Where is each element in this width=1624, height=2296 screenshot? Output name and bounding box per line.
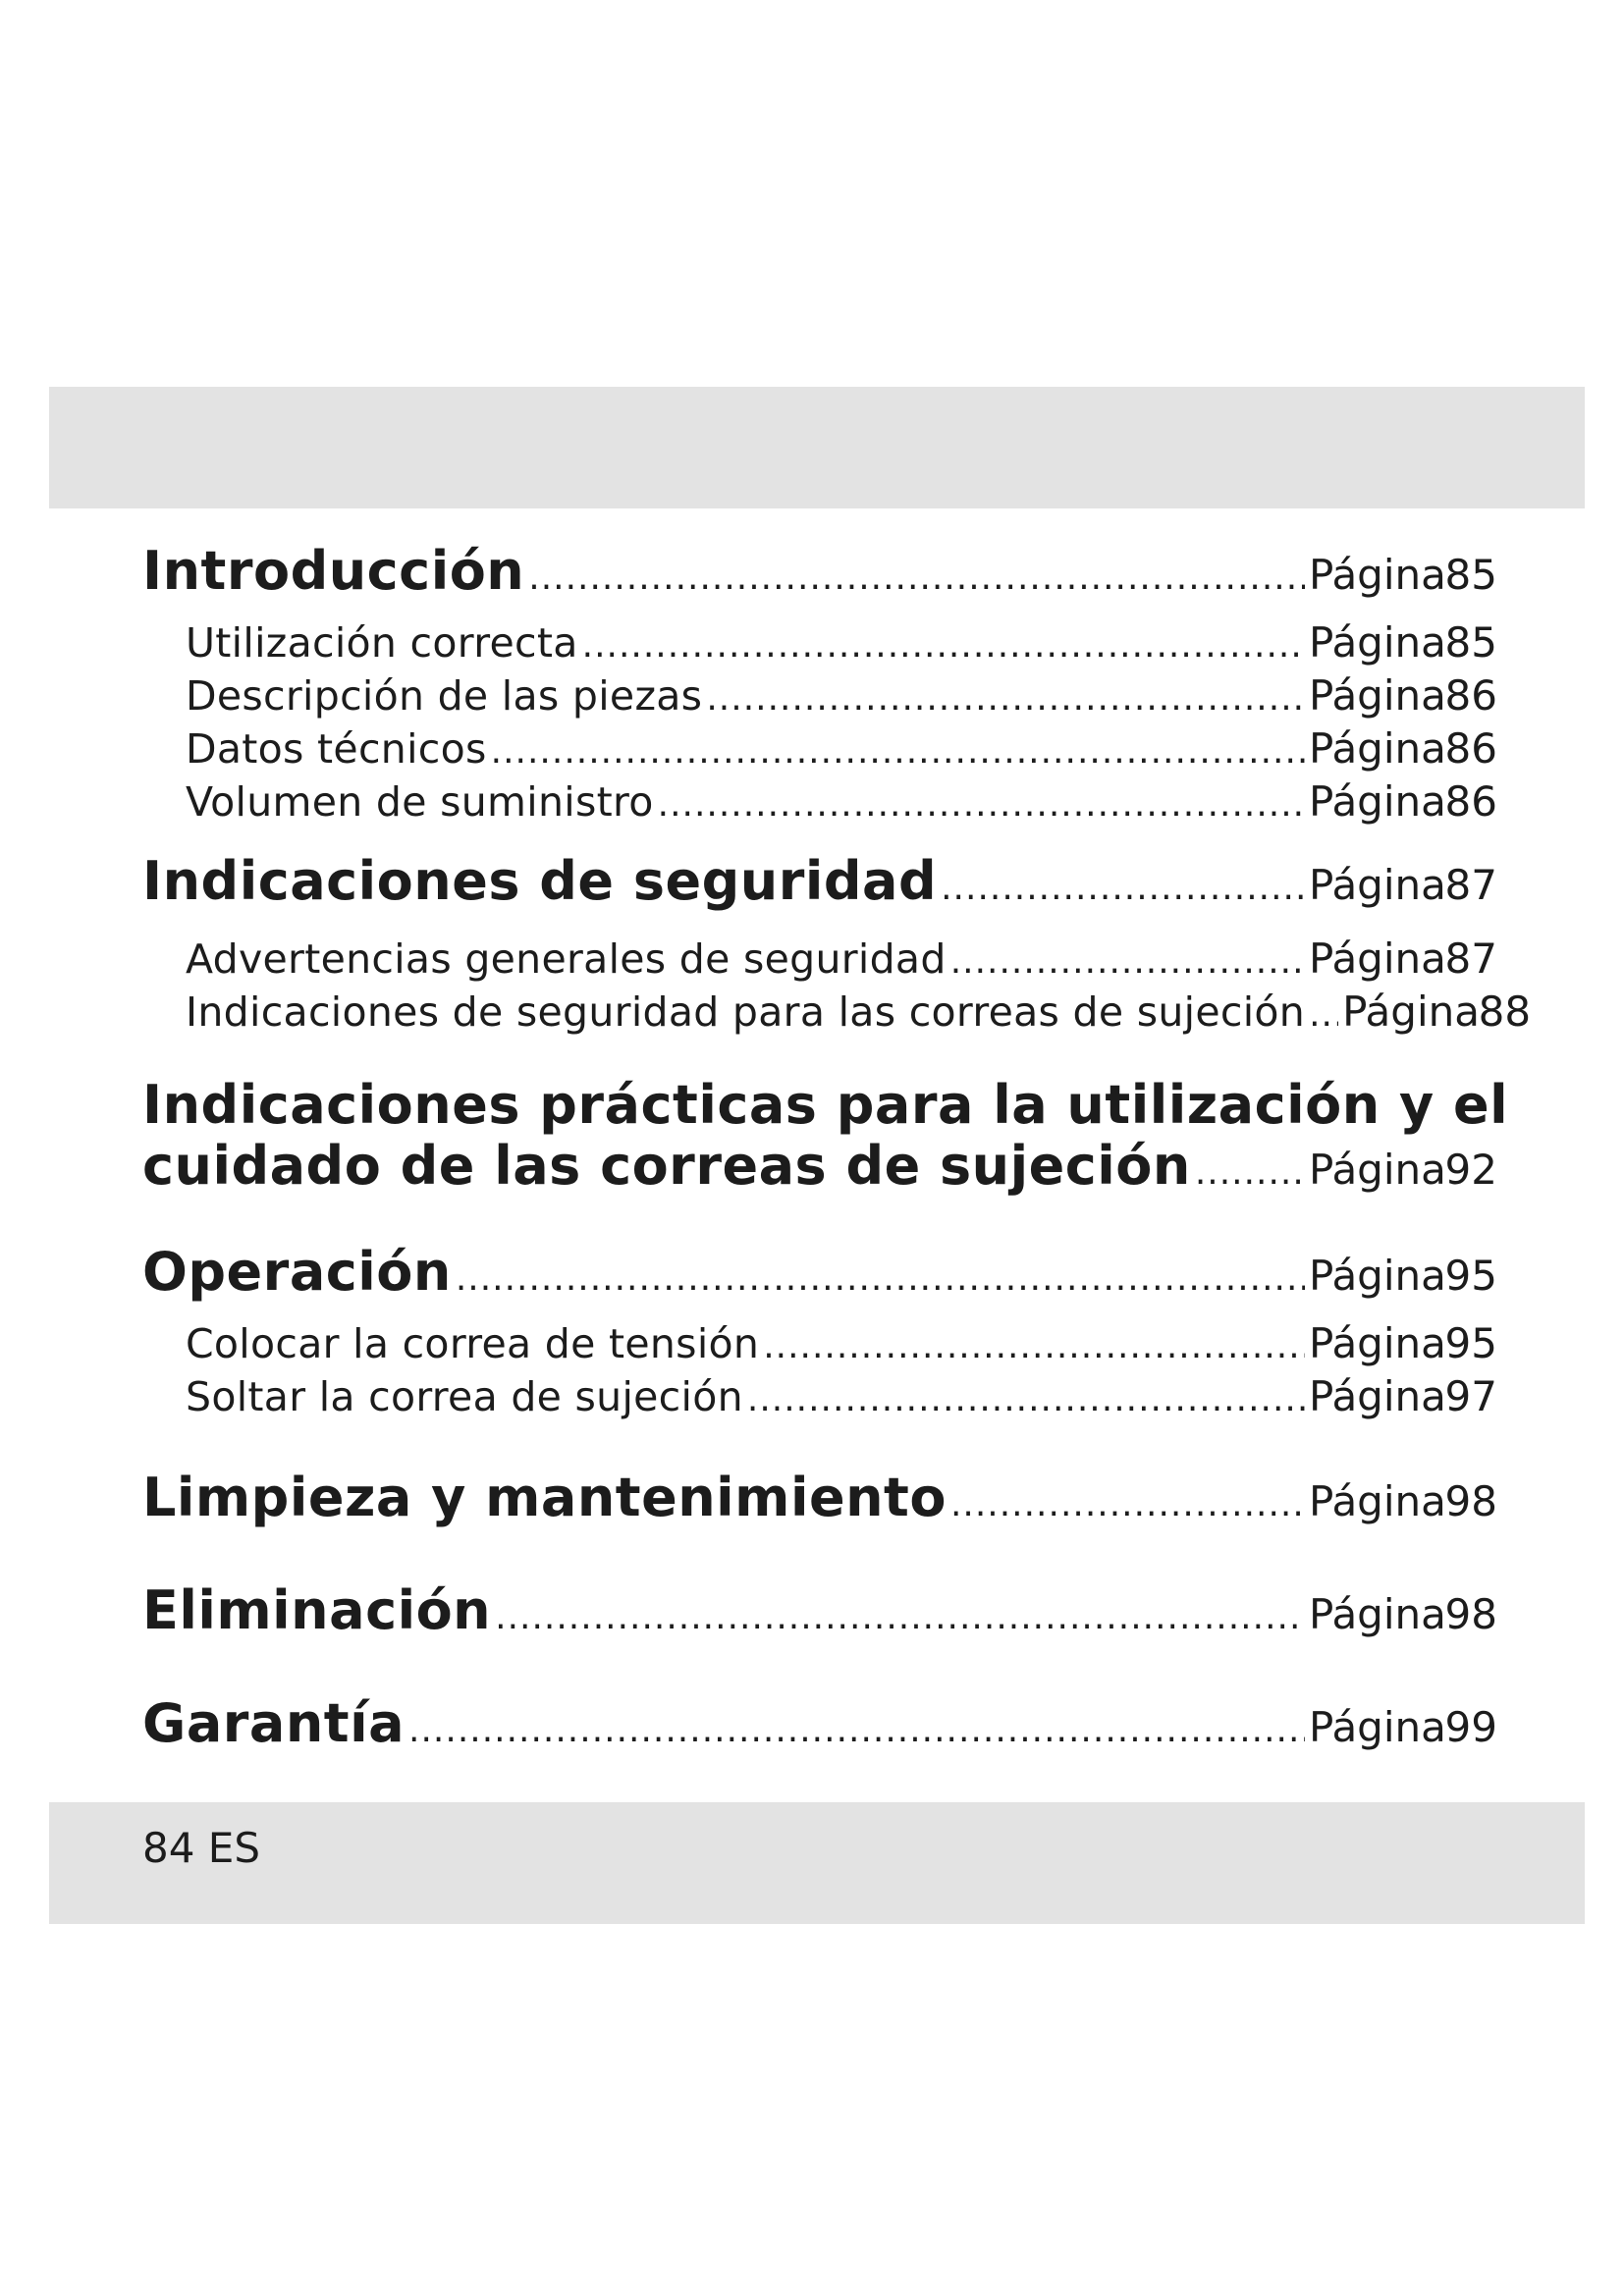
toc-entry-title-line2: cuidado de las correas de sujeción <box>142 1135 1191 1197</box>
toc-entry-title: Datos técnicos <box>186 725 487 773</box>
toc-entry-garantia[interactable] <box>142 1692 1497 1771</box>
table-of-contents <box>142 540 1532 1771</box>
toc-leader-dots <box>408 1710 1305 1750</box>
toc-page-label: Página <box>1309 618 1446 667</box>
header-band <box>49 387 1585 508</box>
toc-entry-title: Limpieza y mantenimiento <box>142 1467 947 1528</box>
toc-page-label: Página <box>1309 671 1446 720</box>
toc-page-label: Página <box>1342 988 1480 1036</box>
toc-page-number: 98 <box>1444 1590 1497 1638</box>
toc-leader-dots <box>950 941 1305 982</box>
toc-leader-dots <box>763 1326 1305 1366</box>
toc-entry-advertencias-generales[interactable] <box>142 934 1497 988</box>
footer-band <box>49 1802 1585 1924</box>
footer-page-label: 84 ES <box>142 1824 260 1872</box>
toc-page-label: Página <box>1309 1319 1446 1367</box>
toc-page-number: 95 <box>1444 1319 1497 1367</box>
toc-entry-limpieza[interactable] <box>142 1467 1497 1545</box>
toc-entry-title: Descripción de las piezas <box>186 672 703 720</box>
toc-page-number: 95 <box>1444 1252 1497 1300</box>
toc-entry-operacion[interactable] <box>142 1241 1497 1319</box>
toc-page-label: Página <box>1309 1477 1446 1525</box>
toc-leader-dots <box>747 1379 1305 1419</box>
toc-entry-title: Utilización correcta <box>186 619 578 667</box>
toc-leader-dots <box>1195 1152 1305 1193</box>
toc-entry-indicaciones-correas[interactable] <box>142 988 1532 1041</box>
toc-entry-indicaciones-practicas[interactable] <box>142 1074 1509 1197</box>
toc-entry-soltar-correa[interactable] <box>142 1372 1497 1425</box>
toc-entry-title: Operación <box>142 1241 452 1303</box>
toc-entry-title: Soltar la correa de sujeción <box>186 1373 743 1420</box>
toc-page-number: 86 <box>1444 777 1497 826</box>
toc-page-number: 99 <box>1444 1703 1497 1751</box>
toc-page-label: Página <box>1309 1252 1446 1300</box>
toc-leader-dots <box>582 625 1305 666</box>
toc-entry-title: Volumen de suministro <box>186 778 654 826</box>
toc-page-number: 87 <box>1444 934 1497 983</box>
toc-page-number: 85 <box>1444 551 1497 599</box>
toc-entry-descripcion-piezas[interactable] <box>142 671 1497 724</box>
toc-page-number: 98 <box>1444 1477 1497 1525</box>
toc-page-number: 88 <box>1478 988 1532 1036</box>
toc-entry-title: Indicaciones de seguridad <box>142 850 938 912</box>
toc-page-label: Página <box>1309 1590 1446 1638</box>
toc-entry-title: Advertencias generales de seguridad <box>186 935 947 983</box>
toc-page-label: Página <box>1309 934 1446 983</box>
toc-entry-title-line2-row <box>142 1135 1497 1196</box>
toc-entry-title: Eliminación <box>142 1579 492 1641</box>
toc-entry-volumen-suministro[interactable] <box>142 777 1497 830</box>
toc-page-number: 85 <box>1444 618 1497 667</box>
toc-page-label: Página <box>1309 551 1446 599</box>
toc-page-label: Página <box>1309 1146 1446 1194</box>
toc-entry-title-line1: Indicaciones prácticas para la utilización y el <box>142 1074 1509 1136</box>
toc-entry-title: Indicaciones de seguridad para las correas de sujeción <box>186 988 1306 1036</box>
toc-page-label: Página <box>1309 724 1446 773</box>
toc-page-number: 97 <box>1444 1372 1497 1420</box>
toc-entry-title: Introducción <box>142 540 525 602</box>
toc-leader-dots <box>950 1484 1305 1524</box>
toc-leader-dots <box>1309 994 1338 1035</box>
toc-leader-dots <box>495 1597 1305 1637</box>
toc-page-label: Página <box>1309 777 1446 826</box>
toc-page-number: 92 <box>1444 1146 1497 1194</box>
toc-leader-dots <box>456 1258 1305 1299</box>
toc-page-number: 86 <box>1444 724 1497 773</box>
toc-entry-utilizacion-correcta[interactable] <box>142 618 1497 671</box>
toc-entry-datos-tecnicos[interactable] <box>142 724 1497 777</box>
toc-page-number: 86 <box>1444 671 1497 720</box>
toc-entry-title: Colocar la correa de tensión <box>186 1320 760 1367</box>
toc-entry-indicaciones-seguridad[interactable] <box>142 850 1497 934</box>
toc-entry-title: Garantía <box>142 1692 406 1754</box>
toc-entry-eliminacion[interactable] <box>142 1579 1497 1658</box>
toc-leader-dots <box>528 558 1305 598</box>
toc-page-number: 87 <box>1444 861 1497 909</box>
toc-entry-introduccion[interactable] <box>142 540 1497 618</box>
toc-leader-dots <box>941 868 1305 908</box>
toc-entry-colocar-correa[interactable] <box>142 1319 1497 1372</box>
toc-page-label: Página <box>1309 861 1446 909</box>
toc-leader-dots <box>491 731 1305 772</box>
toc-page-label: Página <box>1309 1703 1446 1751</box>
toc-leader-dots <box>658 784 1305 825</box>
toc-leader-dots <box>706 678 1305 719</box>
toc-page-label: Página <box>1309 1372 1446 1420</box>
